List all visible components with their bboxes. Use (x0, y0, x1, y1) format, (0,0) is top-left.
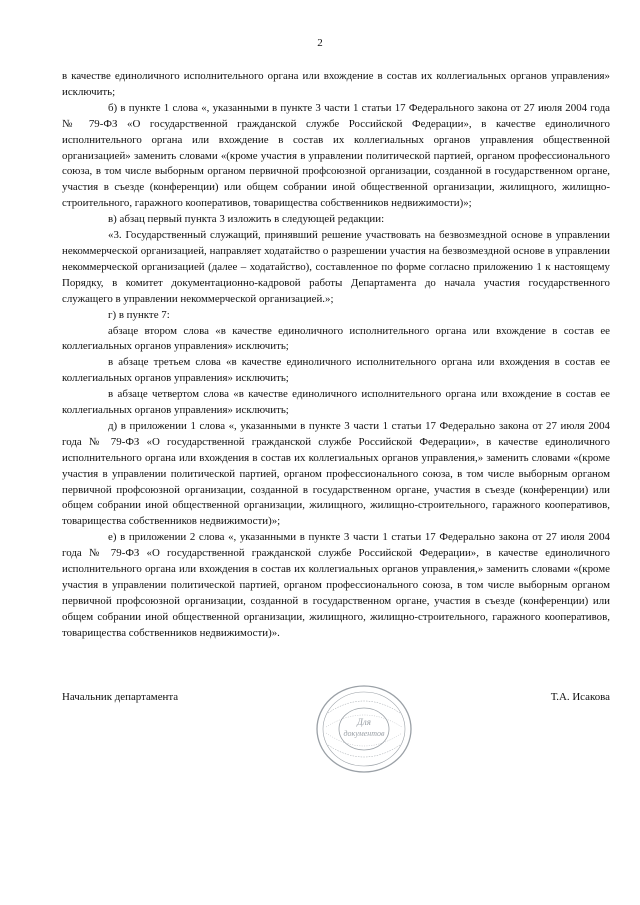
signatory-title: Начальник департамента (62, 691, 179, 703)
document-body (62, 69, 610, 642)
paragraph-6: абзаце втором слова «в качестве единоличного исполнительного органа или вхождение в состав ее коллегиальных органов управления» исключить; (62, 324, 610, 353)
paragraph-2: б) в пункте 1 слова «, указанными в пункте 3 части 1 статьи 17 Федерального закона от 27 июля 2004 года № 79-ФЗ «О государственной гражданской службе Российской Федерации», в качестве единоличного исполнительного органа или вхождение в состав их коллегиальных органов управления общественной организацией» заменить словами «(кроме участия в управлении политической партией, органом профессионального союза, в том числе выборным органом первичной профсоюзной организации, созданной в государственном органе, участия в съезде (конференции) или общем собрании иной общественной организации, жилищного, жилищно-строительного, гаражного кооперативов, товарищества собственников недвижимости)»; (62, 101, 610, 210)
stamp-text-line1: Для (357, 717, 371, 727)
stamp-text-line2: документов (343, 729, 385, 738)
paragraph-4: «3. Государственный служащий, принявший решение участвовать на безвозмездной основе в управлении некоммерческой организацией, направляет ходатайство о разрешении участия на безвозмездной основе в управлении некоммерческой организацией (далее – ходатайство), составленное по форме согласно приложению 1 к настоящему Порядку, в комитет документационно-кадровой работы Департамента до начала участия государственного служащего в управлении некоммерческой организацией.»; (62, 229, 610, 305)
signatory-name: Т.А. Исакова (550, 691, 610, 703)
paragraph-5: г) в пункте 7: (108, 308, 170, 321)
paragraph-9: д) в приложении 1 слова «, указанными в пункте 3 части 1 статьи 17 Федерально закона от 27 июля 2004 года № 79-ФЗ «О государственной гражданской службе Российской Федерации», в качестве единоличного исполнительного органа или вхождения в состав их коллегиальных органов управления,» заменить словами «(кроме участия в управлении политической партией, органом профессионального союза, в том числе выборным органом первичной профсоюзной организации, созданной в государственном органе, участия в съезде (конференции) или общем собрании иной общественной организации, жилищного, жилищно-строительного, гаражного кооперативов, товарищества собственников недвижимости)»; (62, 419, 610, 528)
paragraph-1: в качестве единоличного исполнительного органа или вхождение в состав их коллегиальных органов управления» исключить; (62, 70, 610, 98)
stamp-seal (314, 683, 414, 775)
paragraph-8: в абзаце четвертом слова «в качестве единоличного исполнительного органа или вхождение в состав ее коллегиальных органов управления» исключить; (62, 388, 610, 417)
paragraph-3: в) абзац первый пункта 3 изложить в следующей редакции: (108, 213, 385, 226)
paragraph-10: е) в приложении 2 слова «, указанными в пункте 3 части 1 статьи 17 Федерально закона от 27 июля 2004 года № 79-ФЗ «О государственной гражданской службе Российской Федерации», в качестве единоличного исполнительного органа или вхождения в состав их коллегиальных органов управления,» заменить словами «(кроме участия в управлении политической партией, органом профессионального союза, в том числе выборным органом первичной профсоюзной организации, созданной в государственном органе, участия в съезде (конференции) или общем собрании иной общественной организации, жилищного, жилищно-строительного, гаражного кооперативов, товарищества собственников недвижимости)». (62, 531, 610, 639)
paragraph-7: в абзаце третьем слова «в качестве единоличного исполнительного органа или вхождения в состав ее коллегиальных органов управления» исключить; (62, 356, 610, 385)
page-number: 2 (317, 37, 323, 49)
